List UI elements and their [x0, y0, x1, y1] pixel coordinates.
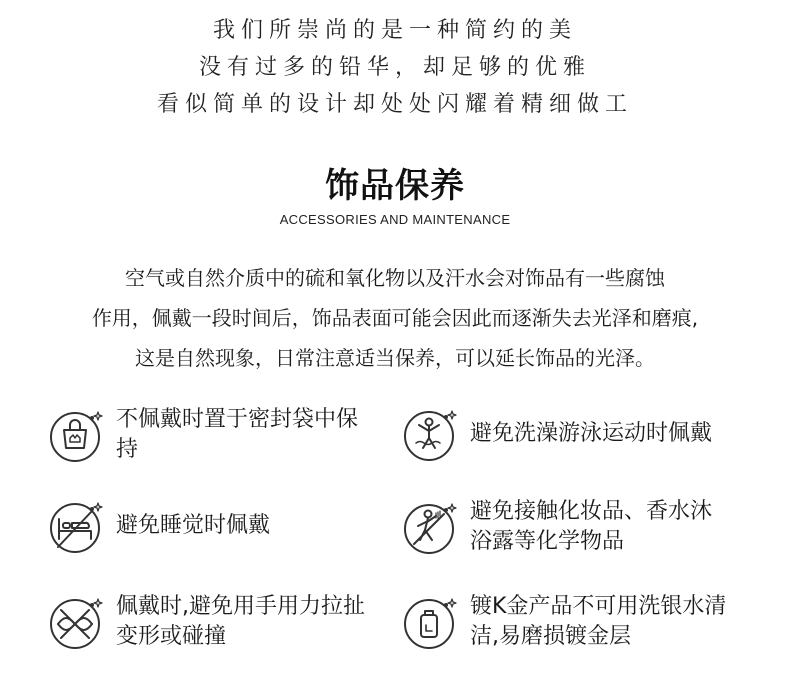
description-line-2: 作用，佩戴一段时间后，饰品表面可能会因此而逐渐失去光泽和磨痕,: [91, 306, 699, 330]
tip-text: 避免睡觉时佩戴: [116, 513, 271, 538]
intro-line-1: 我们所崇尚的是一种简约的美: [212, 18, 577, 43]
tip-cosmetics: [402, 497, 732, 557]
section-subtitle: ACCESSORIES AND MAINTENANCE: [279, 212, 511, 227]
intro-line-3: 看似简单的设计却处处闪耀着精细做工: [156, 92, 633, 117]
intro-line-2: 没有过多的铅华，却足够的优雅: [198, 55, 591, 80]
tip-text: 佩戴时,避免用手用力拉扯变形或碰撞: [116, 594, 365, 649]
tip-text: 避免接触化妆品、香水沐浴露等化学物品: [470, 499, 713, 554]
cosmetics-icon: [402, 498, 460, 556]
sealed-bag-icon: [48, 406, 106, 464]
tip-no-twisting: [48, 592, 378, 652]
sleeping-icon: [48, 497, 106, 555]
swimming-icon: [402, 405, 460, 463]
tip-sleeping: [48, 497, 378, 555]
description-line-3: 这是自然现象，日常注意适当保养，可以延长饰品的光泽。: [135, 346, 655, 370]
intro-text: [0, 12, 790, 123]
tip-no-silver-cleaner: [402, 592, 732, 652]
section-title: 饰品保养: [325, 166, 465, 206]
tip-swimming: [402, 405, 732, 463]
no-twisting-icon: [48, 593, 106, 651]
tip-text: 不佩戴时置于密封袋中保持: [116, 407, 359, 462]
care-description: [0, 258, 790, 378]
tip-sealed-bag: [48, 405, 378, 465]
description-line-1: 空气或自然介质中的硫和氧化物以及汗水会对饰品有一些腐蚀: [125, 266, 665, 290]
tip-text: 镀K金产品不可用洗银水清洁,易磨损镀金层: [470, 594, 727, 649]
no-silver-cleaner-icon: [402, 593, 460, 651]
tip-text: 避免洗澡游泳运动时佩戴: [470, 421, 713, 446]
